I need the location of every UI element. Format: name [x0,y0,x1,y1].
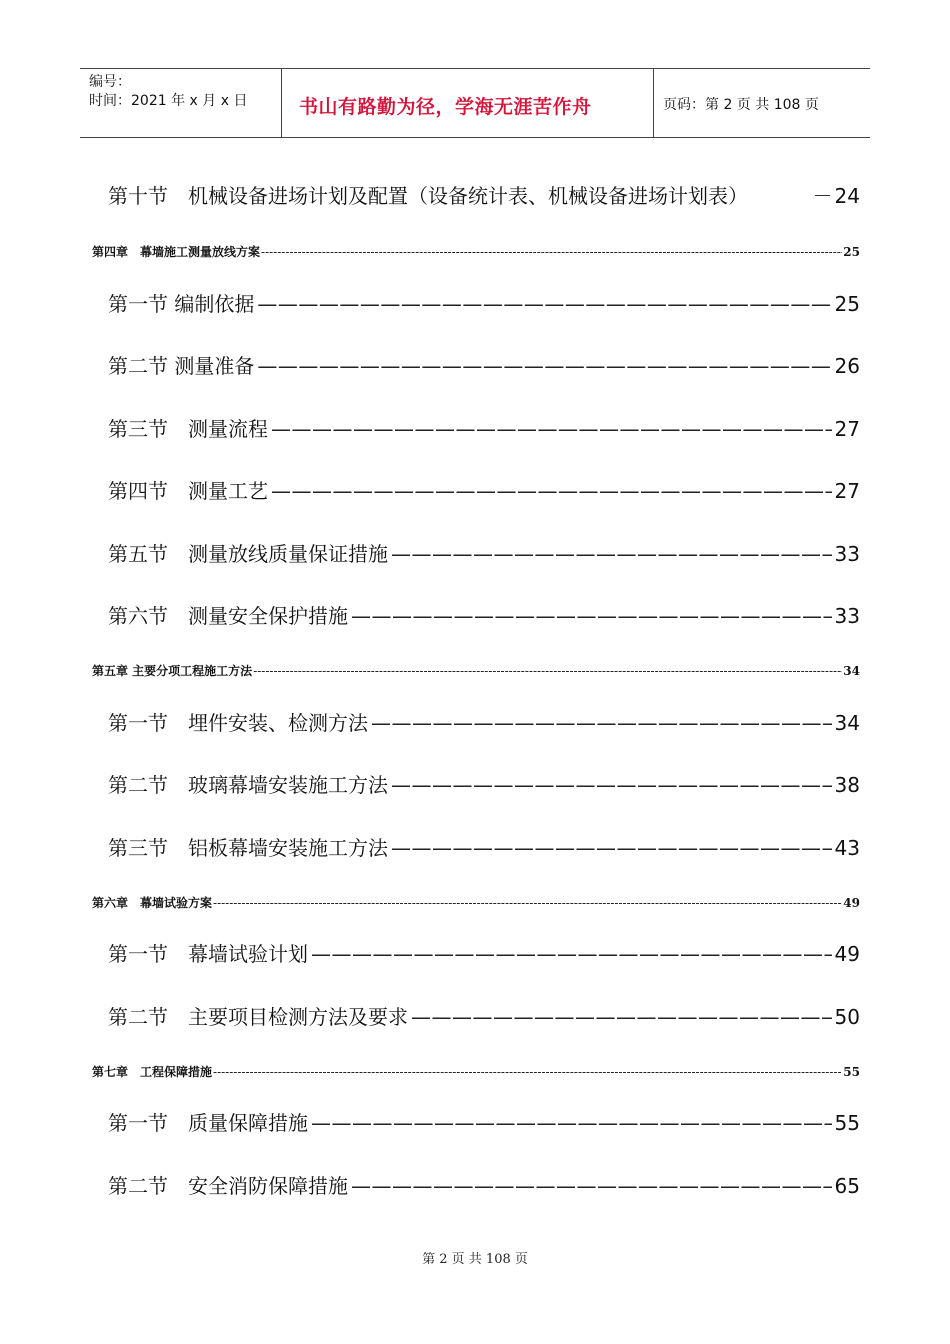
toc-leader-dashes [391,542,832,566]
toc-leader-dashes [261,245,842,259]
toc-section-title: 第二节 安全消防保障措施 [108,1174,348,1198]
toc-leader-dashes [311,1111,832,1135]
header-meta-cell [80,69,282,137]
toc-page-number: 27 [834,479,860,503]
toc-chapter-row [92,1063,860,1080]
toc-page-number: 25 [834,292,860,316]
toc-section-row [108,1107,860,1136]
toc-section-title: 第三节 测量流程 [108,417,268,441]
toc-section-row [108,938,860,967]
toc-page-number: 33 [834,604,860,628]
toc-chapter-title: 第四章 幕墙施工测量放线方案 [92,245,261,259]
document-number-label: 编号： [89,74,131,90]
toc-leader-dashes [371,711,832,735]
toc-section-title: 第一节 幕墙试验计划 [108,942,308,966]
toc-page-number: 25 [843,245,860,259]
toc-leader-dashes [411,1005,832,1029]
toc-section-row [108,707,860,736]
toc-section-title: 第二节 主要项目检测方法及要求 [108,1005,408,1029]
toc-section-row [108,1170,860,1199]
toc-leader-dashes [257,354,831,378]
toc-section-title: 第一节 编制依据 [108,292,255,316]
toc-page-number: 55 [834,1111,860,1135]
toc-section-title: 第二节 玻璃幕墙安装施工方法 [108,773,388,797]
toc-page-number: 27 [834,417,860,441]
toc-section-title: 第四节 测量工艺 [108,479,268,503]
toc-leader-dashes [311,942,832,966]
toc-chapter-row [92,894,860,911]
toc-page-number: 34 [843,664,860,678]
toc-leader-dashes [271,417,832,441]
header-page-info: 页码：第 2 页 共 108 页 [663,97,819,113]
toc-page-number: 43 [834,836,860,860]
toc-page-number: 34 [834,711,860,735]
toc-leader-dashes [351,1174,832,1198]
toc-section-title: 第六节 测量安全保护措施 [108,604,348,628]
page-header [80,68,870,138]
header-motto-cell [282,69,654,137]
header-motto: 书山有路勤为径，学海无涯苦作舟 [299,96,592,118]
toc-section-title: 第十节 机械设备进场计划及配置（设备统计表、机械设备进场计划表） [108,184,748,208]
toc-section-row [108,475,860,504]
toc-section-row [108,1001,860,1030]
toc-leader-dashes [213,896,842,910]
toc-leader-dashes [213,1065,842,1079]
toc-page-number: 33 [834,542,860,566]
toc-page-number: 49 [834,942,860,966]
toc-leader-dashes [391,773,832,797]
toc-leader-dashes [257,292,831,316]
toc-leader-dashes [351,604,832,628]
toc-chapter-title: 第六章 幕墙试验方案 [92,896,213,910]
toc-chapter-row [92,243,860,260]
document-date-label: 时间：2021 年 x 月 x 日 [89,93,248,109]
toc-page-number: 38 [834,773,860,797]
toc-section-row [108,413,860,442]
header-page-cell [654,69,870,137]
toc-leader-dashes [271,479,832,503]
page-footer: 第 2 页 共 108 页 [422,1252,528,1267]
toc-leader-dash: － [812,184,833,208]
toc-section-row [108,288,860,317]
toc-page-number: 50 [834,1005,860,1029]
toc-chapter-title: 第七章 工程保障措施 [92,1065,213,1079]
toc-page-number: 65 [834,1174,860,1198]
toc-page-number: 49 [843,896,860,910]
toc-section-title: 第一节 埋件安装、检测方法 [108,711,368,735]
toc-chapter-row [92,662,860,679]
toc-section-title: 第一节 质量保障措施 [108,1111,308,1135]
toc-page-number: 26 [834,354,860,378]
toc-section-row [108,600,860,629]
toc-section-row [108,350,860,379]
toc-page-number: 55 [843,1065,860,1079]
toc-leader-dashes [391,836,832,860]
toc-section-row [108,180,860,209]
toc-section-row [108,769,860,798]
toc-section-title: 第二节 测量准备 [108,354,255,378]
toc-section-row [108,832,860,861]
toc-section-row [108,538,860,567]
toc-section-title: 第三节 铝板幕墙安装施工方法 [108,836,388,860]
toc-page-number: 24 [834,184,860,208]
toc-section-title: 第五节 测量放线质量保证措施 [108,542,388,566]
toc-leader-dashes [253,664,842,678]
toc-chapter-title: 第五章 主要分项工程施工方法 [92,664,253,678]
